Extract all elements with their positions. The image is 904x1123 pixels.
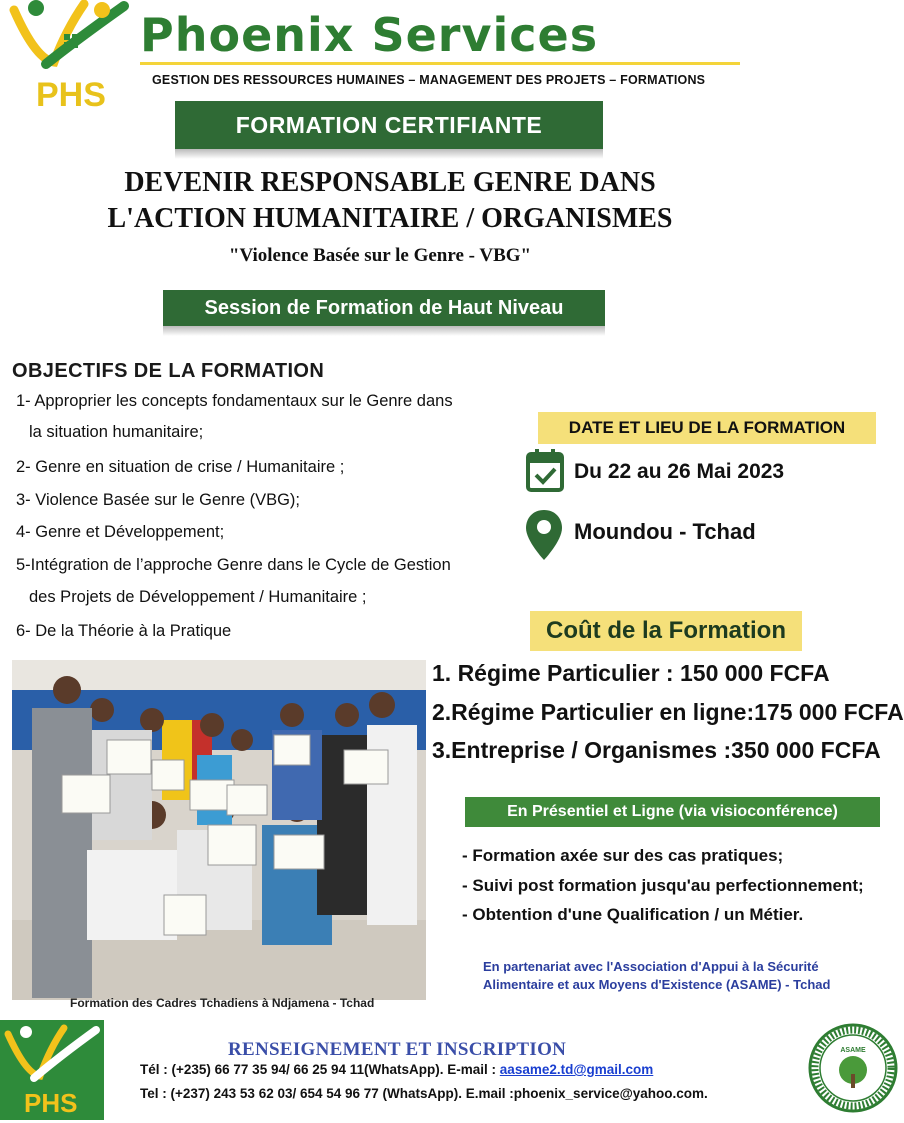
partnership-line2: Alimentaire et aux Moyens d'Existence (ASAME) - Tchad [483,977,831,992]
presentiel-banner: En Présentiel et Ligne (via visioconférence) [465,797,880,827]
cost-heading: Coût de la Formation [530,611,802,651]
logo-bottom-text: PHS [24,1088,78,1118]
session-banner: Session de Formation de Haut Niveau [163,290,605,326]
contact-line-1 [140,1062,653,1077]
feature-bullet: - Obtention d'une Qualification / un Métier. [462,905,804,924]
objective-item: 2- Genre en situation de crise / Humanitaire ; [16,458,345,476]
contact-phone-1: Tél : (+235) 66 77 35 94/ 66 25 94 11(WhatsApp). E-mail : [140,1062,500,1077]
partnership-note [483,958,893,994]
tagline: GESTION DES RESSOURCES HUMAINES – MANAGEMENT DES PROJETS – FORMATIONS [152,73,706,87]
cost-label: 3.Entreprise / Organismes : [432,737,732,763]
photo-caption: Formation des Cadres Tchadiens à Ndjamena - Tchad [70,996,375,1010]
formation-certifiante-banner: FORMATION CERTIFIANTE [175,101,603,149]
phs-logo [6,0,136,112]
registration-heading: RENSEIGNEMENT ET INSCRIPTION [228,1039,567,1060]
training-place: Moundou - Tchad [574,519,756,544]
location-pin-icon [524,508,564,562]
training-date: Du 22 au 26 Mai 2023 [574,460,785,483]
contact-line-2: Tel : (+237) 243 53 62 03/ 654 54 96 77 (WhatsApp). E.mail :phoenix_service@yahoo.com. [140,1086,708,1101]
date-place-heading: DATE ET LIEU DE LA FORMATION [538,412,876,444]
main-title-line1: DEVENIR RESPONSABLE GENRE DANS [124,167,656,198]
session-banner-shadow [163,326,605,336]
cost-price: 175 000 FCFA [754,699,904,725]
cost-price: 150 000 FCFA [679,660,830,686]
cost-label: 1. Régime Particulier : [432,660,680,686]
brand-underline [140,62,740,65]
cost-item [432,699,904,726]
logo-text: PHS [36,76,106,112]
objective-item: 6- De la Théorie à la Pratique [16,622,232,640]
feature-bullet: - Suivi post formation jusqu'au perfectionnement; [462,876,864,895]
phs-logo-bottom [0,1020,104,1120]
banner-shadow [175,149,603,159]
cost-item [432,737,881,764]
cost-price: 350 000 FCFA [731,737,881,763]
asame-seal [808,1022,898,1114]
objective-item: 3- Violence Basée sur le Genre (VBG); [16,491,300,509]
objectives-heading: OBJECTIFS DE LA FORMATION [12,360,325,382]
objective-item: la situation humanitaire; [29,423,204,441]
group-photo [12,660,426,1000]
email-link[interactable]: aasame2.td@gmail.com [499,1062,654,1077]
main-title [40,165,740,237]
objective-item: 4- Genre et Développement; [16,523,225,541]
cost-item [432,660,830,687]
brand-name: Phoenix Services [140,8,599,62]
objective-item: 5-Intégration de l’approche Genre dans le Cycle de Gestion [16,556,451,574]
feature-bullet: - Formation axée sur des cas pratiques; [462,846,784,865]
partnership-line1: En partenariat avec l'Association d'Appui à la Sécurité [483,959,819,974]
main-subtitle: "Violence Basée sur le Genre - VBG" [228,245,532,266]
objective-item: des Projets de Développement / Humanitaire ; [29,588,367,606]
main-title-line2: L'ACTION HUMANITAIRE / ORGANISMES [107,203,673,234]
cost-label: 2.Régime Particulier en ligne: [432,699,755,725]
calendar-icon [526,448,564,492]
objective-item: 1- Approprier les concepts fondamentaux sur le Genre dans [16,392,453,410]
seal-text: ASAME [840,1047,866,1054]
